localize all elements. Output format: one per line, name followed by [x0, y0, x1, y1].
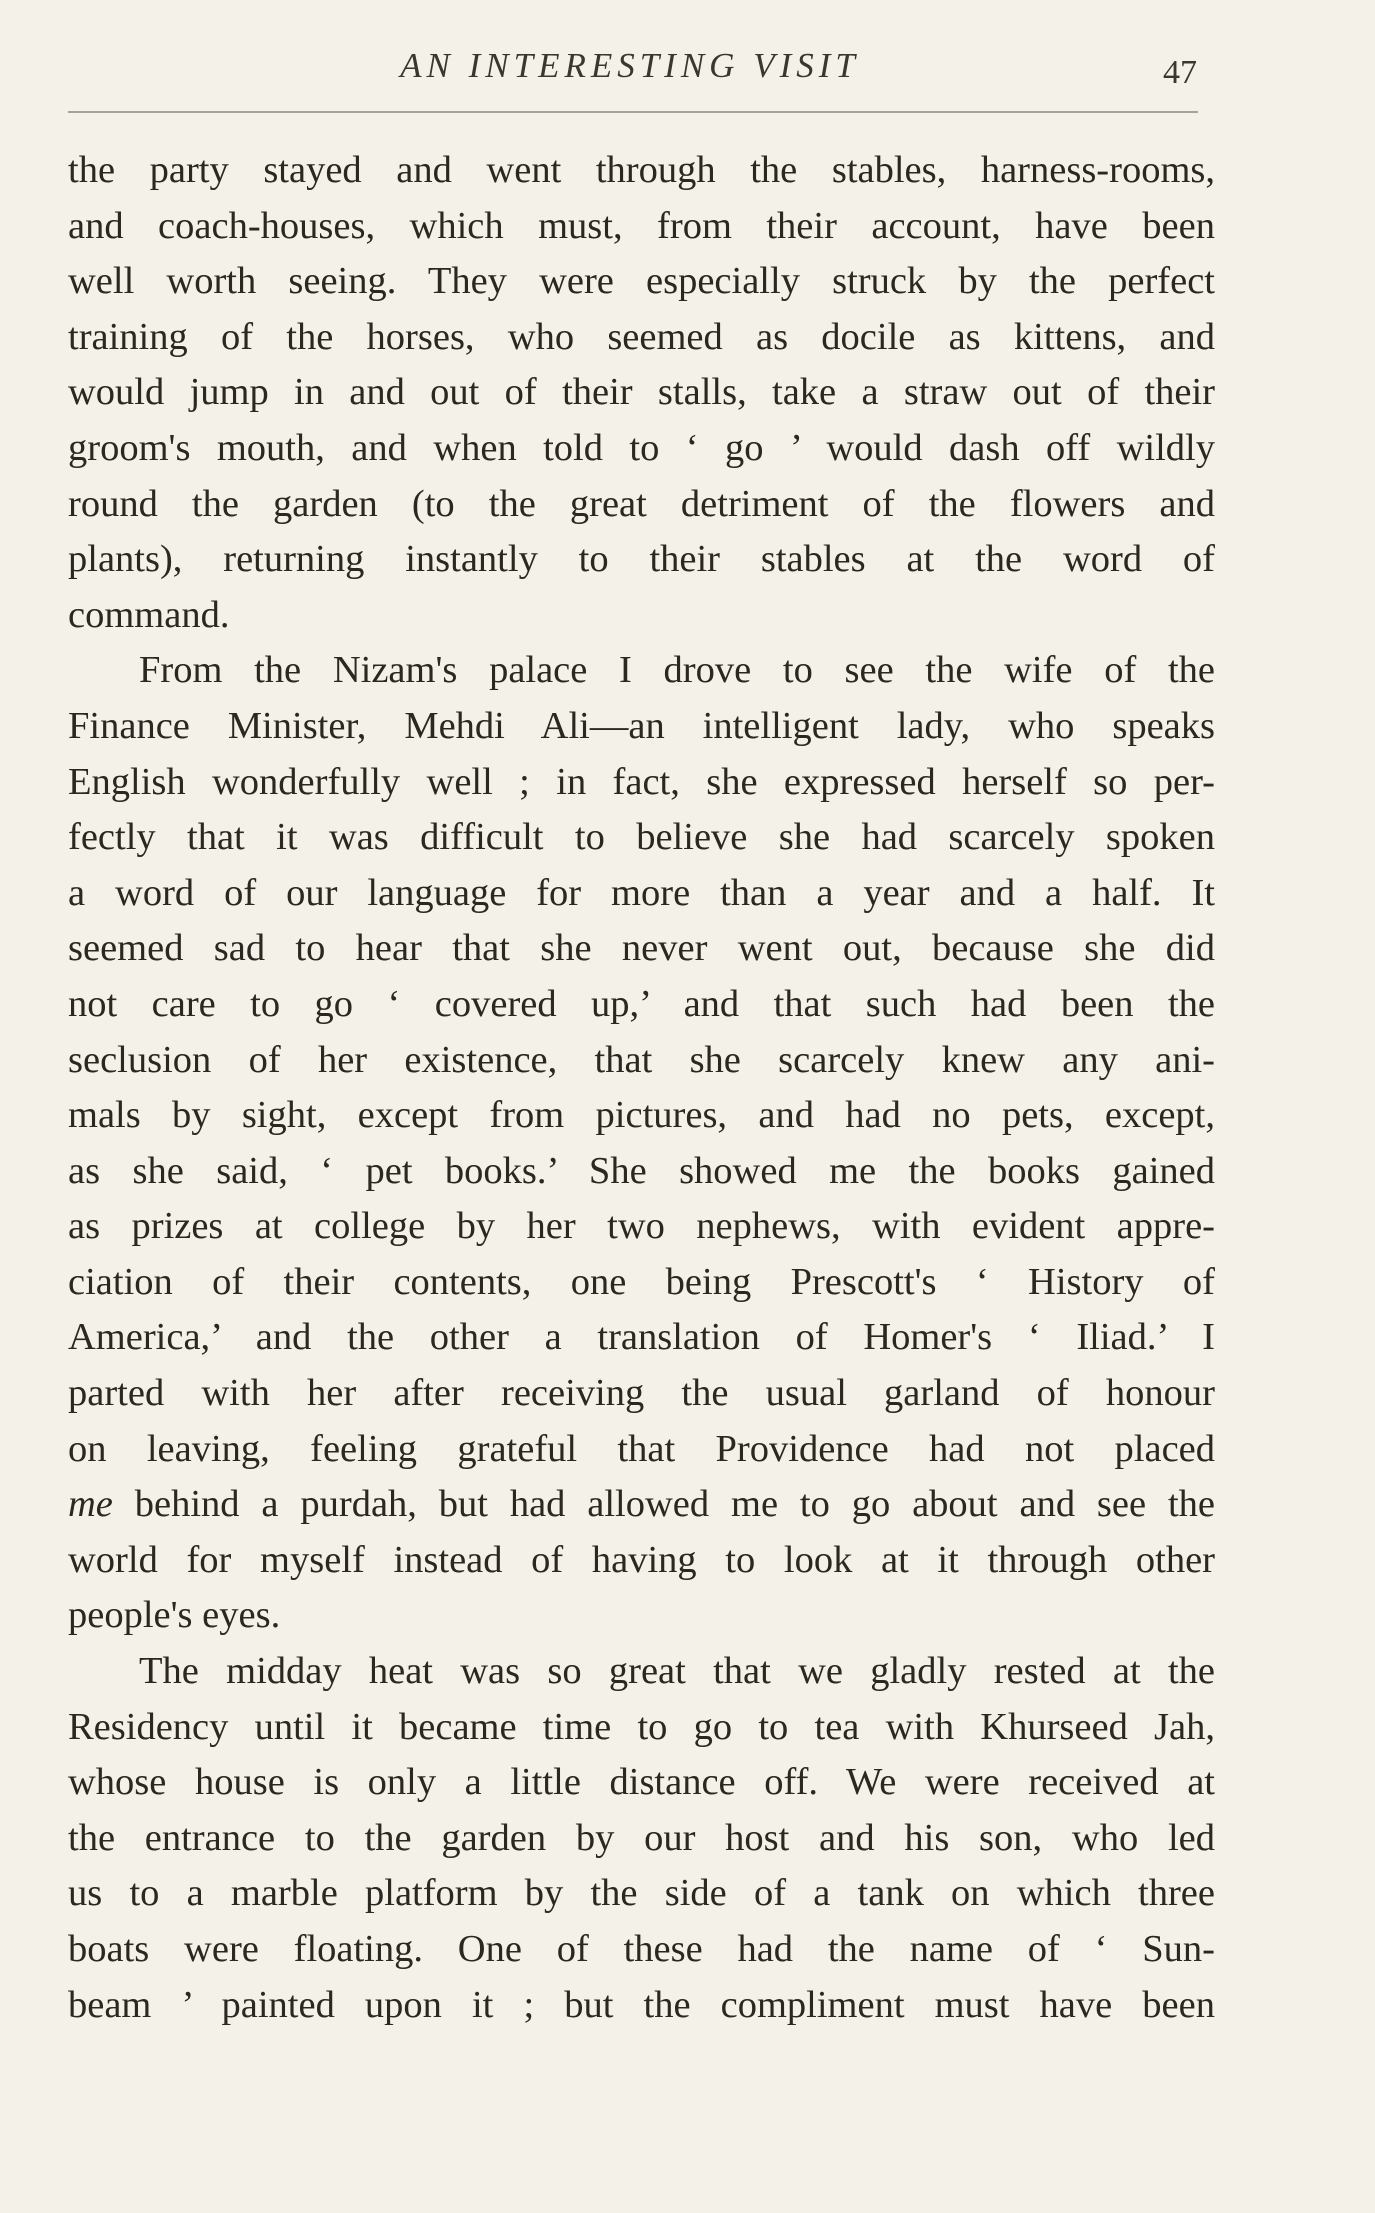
text-line: round the garden (to the great detriment of the flowers and	[68, 482, 1215, 525]
header-rule	[68, 111, 1198, 113]
text-line: groom's mouth, and when told to ‘ go ’ would dash off wildly	[68, 426, 1215, 469]
text-line: would jump in and out of their stalls, take a straw out of their	[68, 371, 1215, 414]
text-line: English wonderfully well ; in fact, she expressed herself so per-	[68, 760, 1215, 803]
text-line	[68, 1477, 1215, 1533]
text-line: Finance Minister, Mehdi Ali—an intelligent lady, who speaks	[68, 704, 1215, 747]
running-head	[0, 40, 1375, 100]
text-line: plants), returning instantly to their stables at the word of	[68, 538, 1215, 581]
text-line-rest: behind a purdah, but had allowed me to go about and see the	[112, 1483, 1215, 1526]
text-line: as she said, ‘ pet books.’ She showed me the books gained	[68, 1149, 1215, 1192]
text-line: and coach-houses, which must, from their account, have been	[68, 204, 1215, 247]
text-line: us to a marble platform by the side of a tank on which three	[68, 1872, 1215, 1915]
text-line: whose house is only a little distance off. We were received at	[68, 1761, 1215, 1804]
text-line: beam ’ painted upon it ; but the compliment must have been	[68, 1983, 1215, 2026]
text-line: seclusion of her existence, that she scarcely knew any ani-	[68, 1038, 1215, 1081]
text-line: ciation of their contents, one being Prescott's ‘ History of	[68, 1260, 1215, 1303]
italic-word: me	[68, 1483, 113, 1526]
text-line: seemed sad to hear that she never went out, because she did	[68, 927, 1215, 970]
page-number: 47	[1163, 54, 1197, 91]
body-text	[68, 143, 1215, 2033]
running-title: AN INTERESTING VISIT	[400, 46, 860, 85]
text-line: world for myself instead of having to look at it through other	[68, 1538, 1215, 1581]
text-line: boats were floating. One of these had the name of ‘ Sun-	[68, 1928, 1215, 1970]
text-line: a word of our language for more than a year and a half. It	[68, 871, 1215, 914]
text-line: America,’ and the other a translation of Homer's ‘ Iliad.’ I	[68, 1316, 1215, 1359]
text-line: on leaving, feeling grateful that Providence had not placed	[68, 1427, 1215, 1470]
text-line: training of the horses, who seemed as docile as kittens, and	[68, 315, 1215, 358]
text-line: Residency until it became time to go to tea with Khurseed Jah,	[68, 1705, 1215, 1748]
text-line: fectly that it was difficult to believe she had scarcely spoken	[68, 816, 1215, 859]
text-line: mals by sight, except from pictures, and had no pets, except,	[68, 1094, 1215, 1137]
text-line: not care to go ‘ covered up,’ and that such had been the	[68, 982, 1215, 1025]
text-line: The midday heat was so great that we gladly rested at the	[139, 1650, 1215, 1693]
text-line: as prizes at college by her two nephews, with evident appre-	[68, 1205, 1215, 1248]
text-line: people's eyes.	[68, 1594, 281, 1637]
text-line: the party stayed and went through the stables, harness-rooms,	[68, 149, 1215, 191]
text-line: From the Nizam's palace I drove to see the wife of the	[139, 649, 1215, 692]
text-line: parted with her after receiving the usual garland of honour	[68, 1372, 1215, 1415]
text-line: well worth seeing. They were especially struck by the perfect	[68, 260, 1215, 303]
text-line: command.	[68, 593, 230, 636]
text-line: the entrance to the garden by our host and his son, who led	[68, 1816, 1215, 1859]
